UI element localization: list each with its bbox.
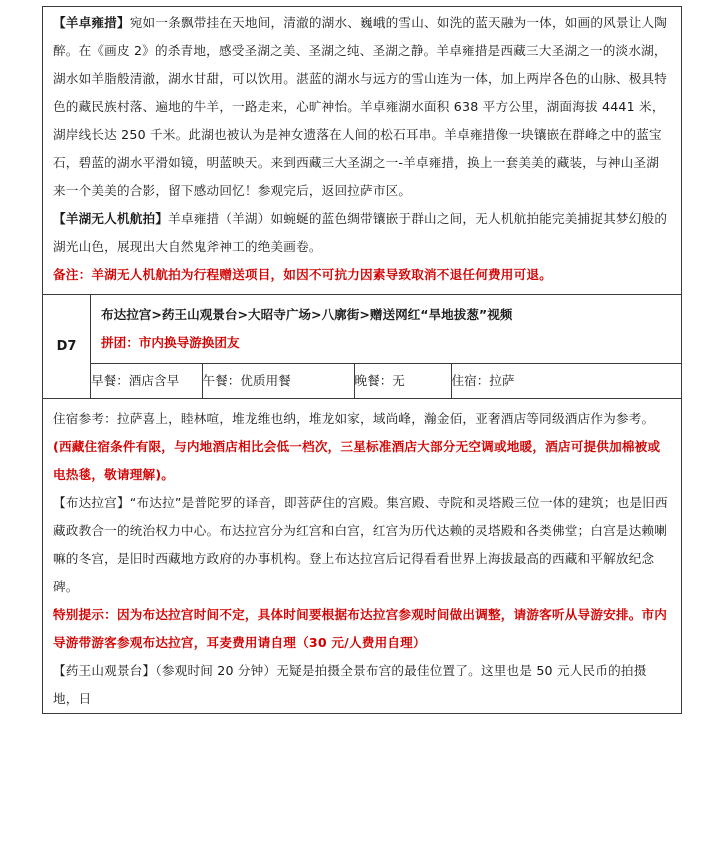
- drone-note: 备注：羊湖无人机航拍为行程赠送项目，如因不可抗力因素导致取消不退任何费用可退。: [53, 267, 552, 282]
- day-number: D7: [43, 295, 91, 399]
- meals-table: [91, 363, 682, 398]
- day7-group-note: 拼团：市内换导游换团友: [101, 335, 240, 350]
- yamdrok-text: 宛如一条飘带挂在天地间，清澈的湖水、巍峨的雪山、如洗的蓝天融为一体，如画的风景让人陶醉。在《画皮 2》的杀青地，感受圣湖之美、圣湖之纯、圣湖之静。羊卓雍措是西藏三大圣湖之一的淡水湖，湖水如羊脂般清澈，湖水甘甜，可以饮用。湛蓝的湖水与远方的雪山连为一体，加上两岸各色的山脉、极具特色的藏民族村落、遍地的牛羊，一路走来，心旷神怡。羊卓雍湖水面积 638 平方公里，湖面海拔 4441 米，湖岸线长达 250 千米。此湖也被认为是神女遗落在人间的松石耳串。羊卓雍措像一块镶嵌在群峰之中的蓝宝石，碧蓝的湖水平滑如镜，明蓝映天。来到西藏三大圣湖之一-羊卓雍措，换上一套美美的藏装，与神山圣湖来一个美美的合影，留下感动回忆！参观完后，返回拉萨市区。: [53, 15, 668, 198]
- potala-tip: 特别提示：因为布达拉宫时间不定，具体时间要根据布达拉宫参观时间做出调整，请游客听从导游安排。市内导游带游客参观布达拉宫，耳麦费用请自理（30 元/人费用自理）: [53, 607, 668, 650]
- yaowang-label: 【药王山观景台】: [53, 663, 156, 678]
- lodging: 住宿：拉萨: [451, 364, 682, 399]
- potala-text: “布达拉”是普陀罗的译音，即菩萨住的宫殿。集宫殿、寺院和灵塔殿三位一体的建筑；也是旧西藏政教合一的统治权力中心。布达拉宫分为红宫和白宫，红宫为历代达赖的灵塔殿和各类佛堂；白宫是达赖喇嘛的冬宫，是旧时西藏地方政府的办事机构。登上布达拉宫后记得看看世界上海拔最高的西藏和平解放纪念碑。: [53, 495, 668, 594]
- yamdrok-label: 【羊卓雍措】: [53, 15, 130, 30]
- itinerary-table: [42, 6, 682, 714]
- potala-label: 【布达拉宫】: [53, 495, 130, 510]
- itinerary-page: [42, 6, 681, 714]
- day6-detail-cell: [43, 7, 682, 295]
- day7-route: 布达拉宫>药王山观景台>大昭寺广场>八廓街>赠送网红“旱地拔葱”视频: [101, 307, 513, 322]
- day7-header-row: [43, 295, 682, 399]
- day7-detail-row: [43, 399, 682, 714]
- meals-row: [91, 364, 682, 399]
- drone-paragraph: [43, 205, 681, 261]
- drone-text: 羊卓雍措（羊湖）如蜿蜒的蓝色绸带镶嵌于群山之间，无人机航拍能完美捕捉其梦幻般的湖光山色，展现出大自然鬼斧神工的绝美画卷。: [53, 211, 668, 254]
- drone-label: 【羊湖无人机航拍】: [53, 211, 169, 226]
- yaowang-paragraph: [43, 657, 681, 713]
- potala-paragraph: [43, 489, 681, 601]
- meal-dinner: 晚餐：无: [354, 364, 451, 399]
- day7-detail-cell: [43, 399, 682, 714]
- day7-summary-cell: [91, 295, 682, 399]
- day6-detail-row: [43, 7, 682, 295]
- yamdrok-paragraph: [43, 7, 681, 205]
- meal-breakfast: 早餐：酒店含早: [91, 364, 202, 399]
- meal-lunch: 午餐：优质用餐: [202, 364, 354, 399]
- hotel-reference: 住宿参考：拉萨喜上，睦林喧，堆龙维也纳，堆龙如家，域尚峰，瀚金佰，亚奢酒店等同级酒店作为参考。: [53, 411, 655, 426]
- yaowang-text: （参观时间 20 分钟）无疑是拍摄全景布宫的最佳位置了。这里也是 50 元人民币的拍摄地，日: [53, 663, 647, 706]
- hotel-warning: (西藏住宿条件有限，与内地酒店相比会低一档次，三星标准酒店大部分无空调或地暖，酒店可提供加棉被或电热毯，敬请理解)。: [53, 439, 661, 482]
